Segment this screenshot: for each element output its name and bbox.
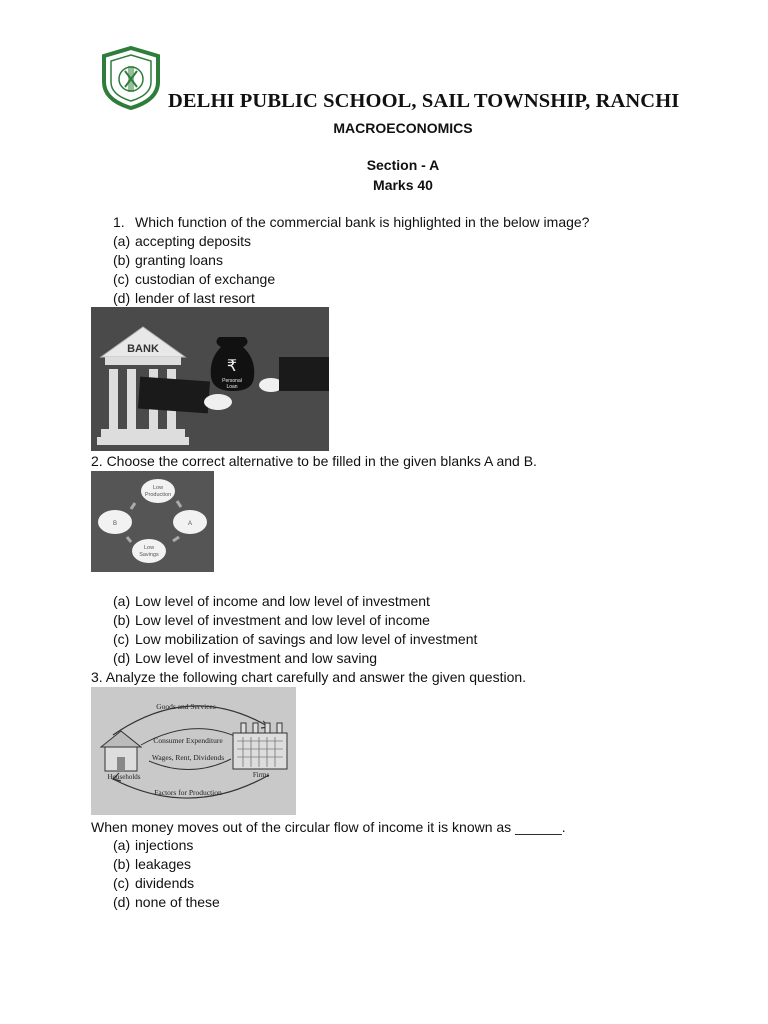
- svg-text:A: A: [187, 521, 193, 527]
- svg-text:Wages, Rent, Dividends: Wages, Rent, Dividends: [151, 753, 225, 762]
- circular-flow-diagram: [91, 687, 296, 815]
- option-b: (b) Low level of investment and low level of income: [113, 612, 430, 628]
- svg-text:Low: Low: [152, 485, 164, 491]
- question-2: 2. Choose the correct alternative to be filled in the given blanks A and B.: [91, 453, 537, 469]
- option-a: (a) injections: [113, 837, 194, 853]
- option-b: (b) granting loans: [113, 252, 223, 268]
- svg-text:Consumer Expenditure: Consumer Expenditure: [153, 736, 223, 745]
- option-c: (c) dividends: [113, 875, 195, 891]
- question-3-stem: When money moves out of the circular flow of income it is known as ______.: [91, 819, 566, 835]
- option-d: (d) lender of last resort: [113, 290, 255, 306]
- question-1: [113, 214, 589, 230]
- rupee-icon: ₹: [226, 356, 238, 375]
- option-b: (b) leakages: [113, 856, 192, 872]
- svg-text:Factors for Production: Factors for Production: [154, 788, 222, 797]
- svg-text:Households: Households: [107, 773, 141, 781]
- question-3: 3. Analyze the following chart carefully and answer the given question.: [91, 669, 527, 685]
- vicious-circle-diagram: [91, 471, 214, 572]
- bag-label-loan: Loan: [226, 384, 238, 390]
- bag-label-personal: Personal: [222, 378, 242, 384]
- option-c: (c) Low mobilization of savings and low level of investment: [113, 631, 478, 647]
- section-title: Section - A: [366, 157, 440, 173]
- option-d: (d) none of these: [113, 894, 220, 910]
- svg-text:Low: Low: [143, 545, 155, 551]
- school-name: DELHI PUBLIC SCHOOL, SAIL TOWNSHIP, RANCHI: [168, 90, 680, 112]
- bank-sign: BANK: [127, 343, 159, 355]
- svg-text:Goods and Services: Goods and Services: [156, 702, 216, 711]
- subject-title: MACROECONOMICS: [333, 120, 473, 136]
- svg-text:Production: Production: [144, 492, 172, 498]
- svg-text:Savings: Savings: [139, 552, 159, 558]
- svg-text:Firms: Firms: [252, 771, 270, 779]
- option-c: (c) custodian of exchange: [113, 271, 276, 287]
- school-logo: [92, 44, 170, 112]
- option-a: (a) Low level of income and low level of investment: [113, 593, 430, 609]
- question-number: 1.: [113, 214, 125, 230]
- marks-label: Marks 40: [373, 177, 433, 193]
- svg-text:B: B: [112, 521, 118, 527]
- bank-loan-image: [91, 307, 329, 451]
- option-a: (a) accepting deposits: [113, 233, 251, 249]
- question-text: Which function of the commercial bank is highlighted in the below image?: [135, 214, 590, 230]
- option-d: (d) Low level of investment and low saving: [113, 650, 378, 666]
